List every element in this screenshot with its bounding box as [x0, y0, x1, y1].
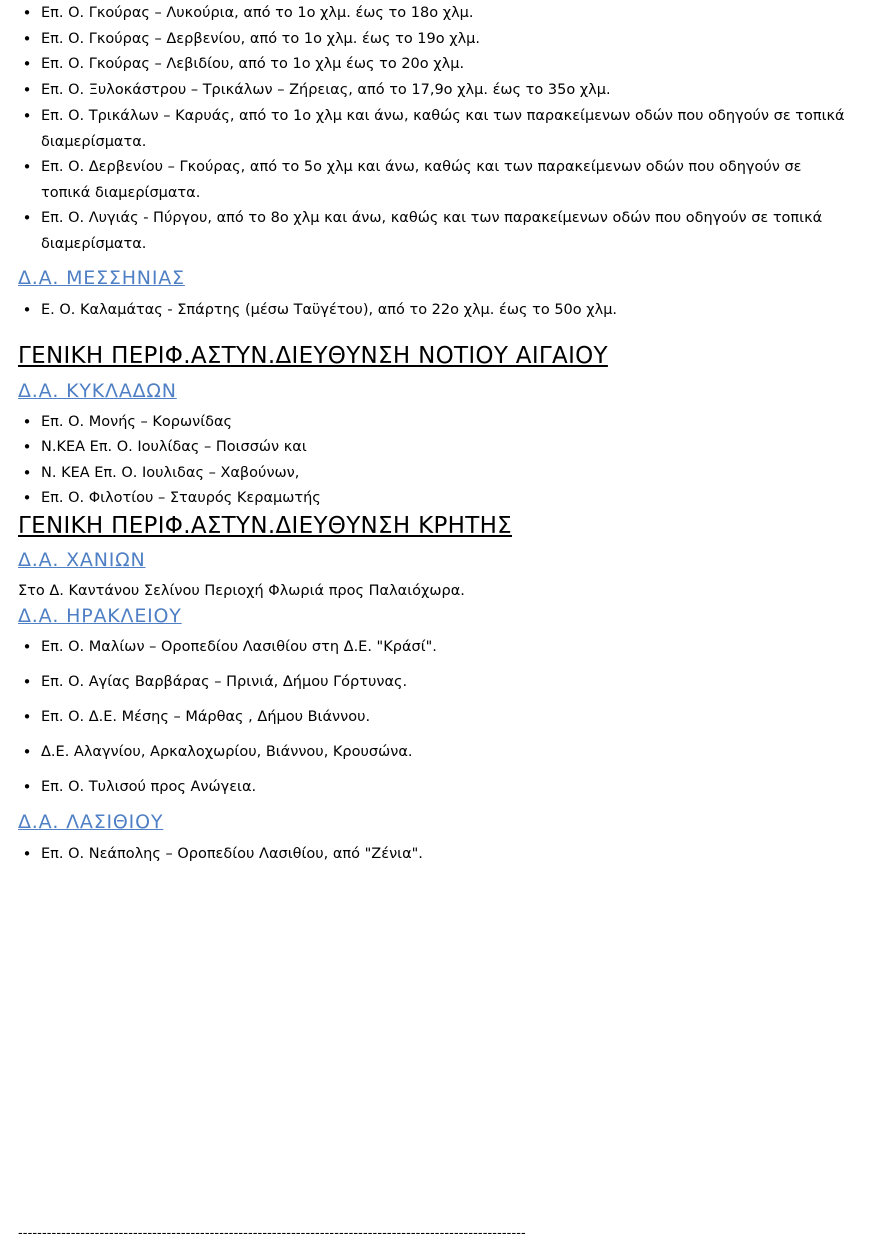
bullet — [21, 841, 33, 868]
bullet — [21, 205, 33, 232]
footer-separator: ---------------------------------------------------------------------------------------------------------- — [18, 1226, 526, 1241]
section-heading-heraklion: Δ.Α. ΗΡΑΚΛΕΙΟΥ — [18, 605, 182, 627]
bullet — [21, 154, 33, 181]
bullet — [21, 51, 33, 78]
bullet — [21, 704, 33, 731]
bullet — [21, 460, 33, 487]
document-page: • Επ. Ο. Γκούρας – Λυκούρια, από το 1ο χλμ. έως το 18ο χλμ. • Επ. Ο. Γκούρας – Δερβενίου, από το 1ο χλμ. έως το 19ο χλμ. • Επ. Ο. Γκούρας – Λεβιδίου, από το 1ο χλμ έως το 20ο χλμ. • Επ. Ο. Ξυλοκάστρου – Τρικάλων – Ζήρειας, από το 17,9ο χλμ. έως το 35ο χλμ. • Επ. Ο. Τρικάλων – Καρυάς, από το 1ο χλμ και άνω, καθώς και των παρακείμενων οδών που οδηγούν σε τοπικά διαμερίσματα. • Επ. Ο. Δερβενίου – Γκούρας, από το 5ο χλμ και άνω, καθώς και των παρακείμενων οδών που οδηγούν σε τοπικά διαμερίσματα. • Επ. Ο. Λυγιάς - Πύργου, από το 8ο χλμ και άνω, καθώς και των παρακείμενων οδών που οδηγούν σε τοπικά διαμερίσματα. Δ.Α. ΜΕΣΣΗΝΙΑΣ • Ε. Ο. Καλαμάτας - Σπάρτης (μέσω Ταϋγέτου), από το 22ο χλμ. έως το 50ο χλμ. ΓΕΝΙΚΗ ΠΕΡΙΦ.ΑΣΤΥΝ.ΔΙΕΥΘΥΝΣΗ ΝΟΤΙΟΥ ΑΙΓΑΙΟΥ Δ.Α. ΚΥΚΛΑΔΩΝ • Επ. Ο. Μονής – Κορωνίδας • Ν.ΚΕΑ Επ. Ο. Ιουλίδας – Ποισσών και • Ν. ΚΕΑ Επ. Ο. Ιουλιδας – Χαβούνων, • Επ. Ο. Φιλοτίου – Σταυρός Κεραμωτής ΓΕΝΙΚΗ ΠΕΡΙΦ.ΑΣΤΥΝ.ΔΙΕΥΘΥΝΣΗ ΚΡΗΤΗΣ Δ.Α. ΧΑΝΙΩΝ Στο Δ. Καντάνου Σελίνου Περιοχή Φλωριά προς Παλαιόχωρα. Δ.Α. ΗΡΑΚΛΕΙΟΥ • Επ. Ο. Μαλίων – Οροπεδίου Λασιθίου στη Δ.Ε. "Κράσί". • Επ. Ο. Αγίας Βαρβάρας – Πρινιά, Δήμου Γόρτυνας. • Επ. Ο. Δ.Ε. Μέσης – Μάρθας , Δήμου Βιάννου. • Δ.Ε. Αλαγνίου, Αρκαλοχωρίου, Βιάννου, Κρουσώνα. • Επ. Ο. Τυλισού προς Ανώγεια. Δ.Α. ΛΑΣΙΘΙΟΥ • Επ. Ο. Νεάπολης – Οροπεδίου Λασιθίου, από "Ζένια". ---------------------------------------------------------------------------------------------------------- — [0, 0, 880, 1258]
bullet — [21, 434, 33, 461]
bullet — [21, 297, 33, 324]
bullet — [21, 77, 33, 104]
bullet — [21, 634, 33, 661]
bullet — [21, 669, 33, 696]
section-heading-messinia: Δ.Α. ΜΕΣΣΗΝΙΑΣ — [18, 267, 185, 289]
bullet — [21, 774, 33, 801]
bullet — [21, 485, 33, 512]
bullet — [21, 409, 33, 436]
bullet — [21, 739, 33, 766]
chania-text: Στο Δ. Καντάνου Σελίνου Περιοχή Φλωριά προς Παλαιόχωρα. — [18, 583, 465, 599]
bullet — [21, 0, 33, 27]
directorate-heading-crete: ΓΕΝΙΚΗ ΠΕΡΙΦ.ΑΣΤΥΝ.ΔΙΕΥΘΥΝΣΗ ΚΡΗΤΗΣ — [18, 513, 513, 539]
directorate-heading-south-aegean: ΓΕΝΙΚΗ ΠΕΡΙΦ.ΑΣΤΥΝ.ΔΙΕΥΘΥΝΣΗ ΝΟΤΙΟΥ ΑΙΓΑΙΟΥ — [18, 343, 608, 369]
bullet — [21, 103, 33, 130]
bullet — [21, 26, 33, 53]
section-heading-cyclades: Δ.Α. ΚΥΚΛΑΔΩΝ — [18, 380, 177, 402]
section-heading-chania: Δ.Α. ΧΑΝΙΩΝ — [18, 549, 146, 571]
section-heading-lasithi: Δ.Α. ΛΑΣΙΘΙΟΥ — [18, 811, 164, 833]
